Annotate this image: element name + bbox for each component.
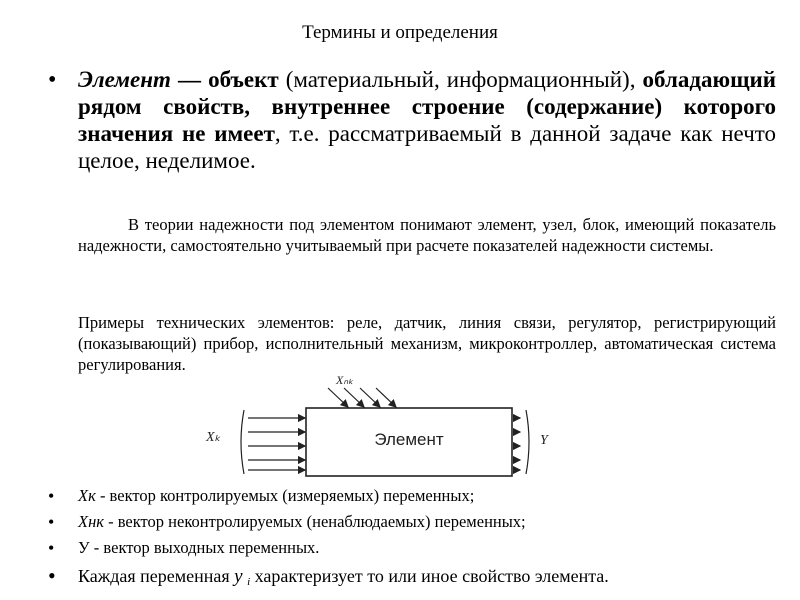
definition-bold-body: обладающий рядом свойств, внутреннее строение (содержание) которого значения не имеет bbox=[78, 67, 777, 146]
examples-paragraph: Примеры технических элементов: реле, датчик, линия связи, регулятор, регистрирующий (показывающий) прибор, исполнительный механизм, микроконтроллер, автоматическая система регулирования. bbox=[78, 313, 776, 374]
top-input-arrow bbox=[360, 388, 380, 407]
element-diagram bbox=[198, 372, 588, 482]
top-input-label: Xₙₖ bbox=[336, 373, 354, 387]
bullet-marker: • bbox=[48, 563, 56, 588]
bullet-y: У - вектор выходных переменных. bbox=[78, 538, 320, 557]
bullet-xnk: Xнк - вектор неконтролируемых (ненаблюдаемых) переменных; bbox=[78, 512, 526, 531]
bullet-marker: • bbox=[48, 512, 55, 532]
top-input-arrow bbox=[328, 388, 348, 407]
bullet-marker: • bbox=[48, 67, 57, 93]
bullet-symbol: Xк bbox=[78, 486, 96, 505]
bullet-marker: • bbox=[48, 486, 55, 506]
reliability-paragraph: В теории надежности под элементом понимают элемент, узел, блок, имеющий показатель надежности, самостоятельно учитываемый при расчете показателей надежности системы. bbox=[78, 215, 776, 255]
bullet-symbol: Xнк bbox=[78, 512, 104, 531]
input-brace bbox=[241, 410, 244, 474]
slide-title: Термины и определения bbox=[302, 22, 498, 43]
element-box-label: Элемент bbox=[374, 430, 444, 449]
bullet-marker: • bbox=[48, 538, 55, 558]
output-brace bbox=[526, 410, 529, 474]
top-input-arrow bbox=[344, 388, 364, 407]
output-label: Y bbox=[540, 433, 548, 448]
definition-head: объект bbox=[208, 67, 279, 92]
definition-text: Элемент — объект (материальный, информационный), обладающий рядом свойств, внутреннее строение (содержание) которого значения не имеет, т.е. рассматриваемый в данной задаче как нечто целое, неделимое. bbox=[78, 67, 777, 173]
input-label: Xₖ bbox=[206, 430, 221, 445]
bullet-variable: Каждая переменная y i характеризует то или иное свойство элемента. bbox=[78, 566, 609, 588]
bullet-xk: Xк - вектор контролируемых (измеряемых) переменных; bbox=[78, 486, 475, 505]
top-input-arrow bbox=[376, 388, 396, 407]
definition-term: Элемент bbox=[78, 67, 171, 92]
